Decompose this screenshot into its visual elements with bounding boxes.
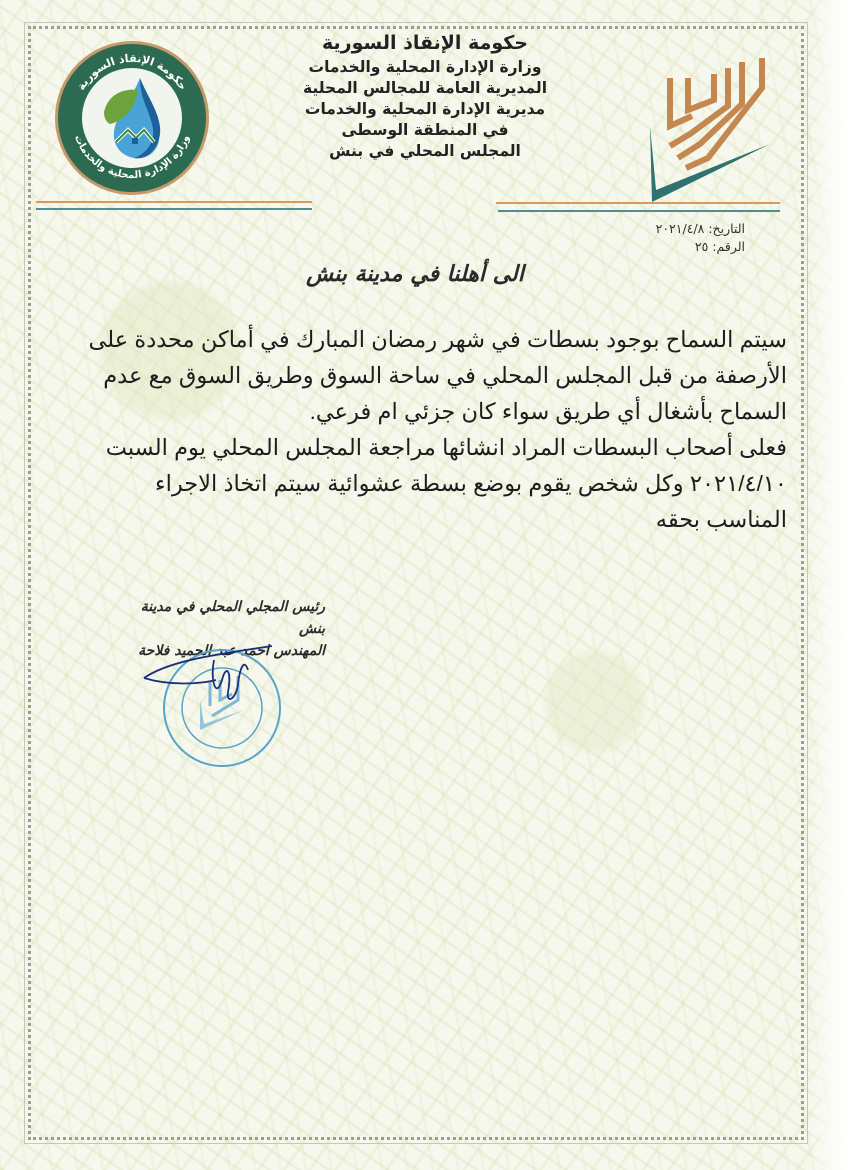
letter-subject: الى أهلنا في مدينة بنش <box>306 262 524 287</box>
header-rule-teal-right <box>498 210 780 212</box>
region-name: في المنطقة الوسطى <box>341 121 509 139</box>
emblem-center <box>82 68 182 168</box>
body-paragraph-2: فعلى أصحاب البسطات المراد انشائها مراجعة المجلس المحلي يوم السبت ٢٠٢١/٤/١٠ وكل شخص يقوم بوضع بسطة عشوائية سيتم اتخاذ الاجراء المناسب بحقه <box>105 435 787 532</box>
reference-value: ٢٥ <box>694 239 709 254</box>
handwritten-signature <box>144 646 272 699</box>
emblem-top-text: حكومة الإنقاذ السورية <box>74 51 190 93</box>
signatory-name: المهندس احمد عبد الحميد فلاحة <box>138 643 325 659</box>
syria-logo <box>630 48 780 204</box>
ministry-name: وزارة الإدارة المحلية والخدمات <box>308 58 542 76</box>
date-line <box>656 220 745 238</box>
date-value: ٢٠٢١/٤/٨ <box>655 221 705 236</box>
official-stamp <box>140 640 290 770</box>
directorate-name: مديرية الإدارة المحلية والخدمات <box>304 100 546 118</box>
header-rule-orange-left <box>36 201 312 203</box>
document-meta <box>656 220 745 256</box>
letterhead <box>270 30 580 162</box>
reference-label: الرقم: <box>712 239 745 254</box>
water-drop-leaf-house-icon <box>82 68 182 168</box>
council-name: المجلس المحلي في بنش <box>329 142 521 160</box>
ministry-emblem <box>58 44 206 192</box>
reference-line <box>656 238 745 256</box>
signatory-title: رئيس المجلي المحلي في مدينة بنش <box>140 599 325 637</box>
body-paragraph-1: سيتم السماح بوجود بسطات في شهر رمضان المبارك في أماكن محددة على الأرصفة من قبل المجلس المحلي في ساحة السوق وطريق السوق مع عدم السماح بأشغال أي طريق سواء كان جزئي ام فرعي. <box>88 327 787 424</box>
general-directorate-name: المديرية العامة للمجالس المحلية <box>302 79 548 97</box>
date-label: التاريخ: <box>708 221 745 236</box>
emblem-bottom-text: وزارة الإدارة المحلية والخدمات <box>71 133 192 182</box>
letter-body <box>82 322 787 538</box>
header-rule-teal-left <box>36 208 312 210</box>
scan-margin <box>810 0 850 1170</box>
government-name: حكومة الإنقاذ السورية <box>321 32 528 54</box>
